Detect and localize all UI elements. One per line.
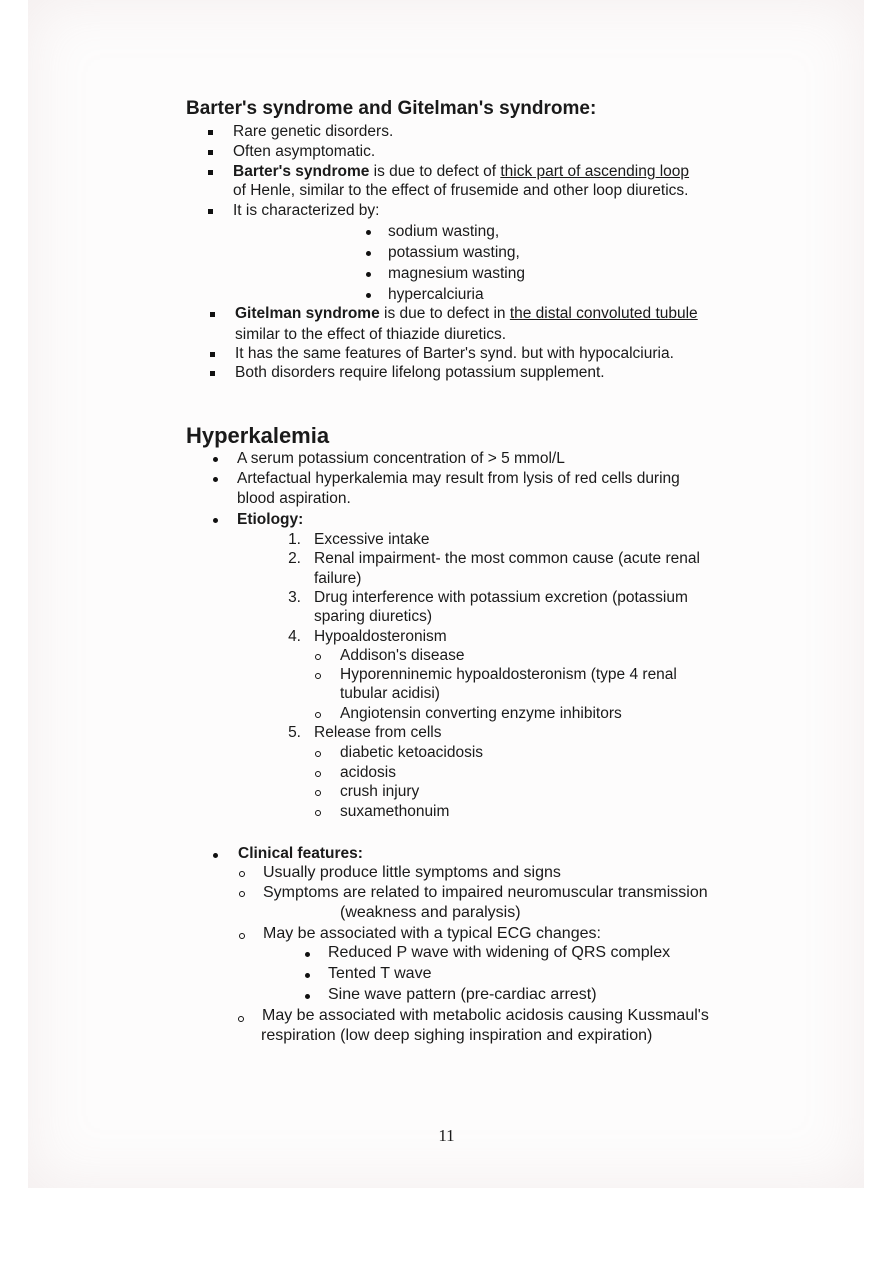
bullet-icon [305,952,310,957]
square-bullet-icon [210,352,215,357]
bullet-icon [366,293,371,298]
underlined-text: the distal convoluted tubule [509,305,698,322]
list-number: 4. [288,628,301,645]
bullet-icon [213,853,218,858]
list-number: 2. [288,550,301,567]
list-item: May be associated with a typical ECG changes: [263,925,601,942]
list-item: Excessive intake [314,531,430,548]
circle-bullet-icon [315,790,321,796]
bullet-icon [213,477,218,482]
etiology-heading [237,510,303,530]
page-number: 11 [438,1126,455,1145]
list-item: Usually produce little symptoms and signs [263,864,561,881]
list-item-continuation: blood aspiration. [237,490,351,507]
term-gitelman: Gitelman syndrome [235,305,380,322]
list-item: crush injury [340,783,420,800]
list-item: Angiotensin converting enzyme inhibitors [340,705,622,722]
list-item: Rare genetic disorders. [233,123,394,140]
bullet-icon [213,457,218,462]
bullet-icon [366,272,371,277]
list-item-continuation: tubular acidisi) [340,685,440,702]
square-bullet-icon [210,371,215,376]
list-number: 1. [288,531,301,548]
bullet-icon [366,230,371,235]
square-bullet-icon [210,312,215,317]
term-barter: Barter's syndrome [233,163,370,180]
list-item-continuation: (weakness and paralysis) [340,904,521,921]
list-item: Addison's disease [340,647,465,664]
list-item-continuation: of Henle, similar to the effect of frusemide and other loop diuretics. [233,182,689,199]
list-item: It is characterized by: [233,202,380,219]
list-item: Renal impairment- the most common cause (acute renal [314,550,700,567]
list-item-continuation: failure) [314,570,362,587]
clinical-label: Clinical features: [238,845,363,862]
list-item: May be associated with metabolic acidosis causing Kussmaul's [262,1007,709,1024]
list-item: Tented T wave [328,965,432,982]
circle-bullet-icon [315,712,321,718]
square-bullet-icon [208,130,213,135]
text: is due to defect of [369,163,501,180]
circle-bullet-icon [239,933,245,939]
list-item: suxamethonuim [340,803,450,820]
text: is due to defect in [379,305,510,322]
list-item-continuation: sparing diuretics) [314,608,433,625]
list-item: Sine wave pattern (pre-cardiac arrest) [328,986,597,1003]
bullet-icon [305,973,310,978]
list-item-continuation: similar to the effect of thiazide diuretics. [235,326,507,343]
list-item: acidosis [340,764,396,781]
circle-bullet-icon [239,891,245,897]
circle-bullet-icon [315,810,321,816]
list-item: Hyporenninemic hypoaldosteronism (type 4 renal [340,666,677,683]
list-item: Artefactual hyperkalemia may result from lysis of red cells during [237,470,680,487]
list-item-continuation: respiration (low deep sighing inspiration and expiration) [261,1027,653,1044]
bullet-icon [213,518,218,523]
list-number: 5. [288,724,301,741]
circle-bullet-icon [238,1016,244,1022]
section-title-barter: Barter's syndrome and Gitelman's syndrome: [186,98,597,119]
list-item: diabetic ketoacidosis [340,744,484,761]
list-item: sodium wasting, [388,223,500,240]
list-item: A serum potassium concentration of > 5 mmol/L [237,450,565,467]
bullet-icon [305,994,310,999]
list-item: Symptoms are related to impaired neuromuscular transmission [263,884,708,901]
bullet-icon [366,251,371,256]
list-item: Hypoaldosteronism [314,628,447,645]
list-item [233,162,689,182]
list-number: 3. [288,589,301,606]
circle-bullet-icon [315,751,321,757]
list-item: It has the same features of Barter's synd. but with hypocalciuria. [235,345,674,362]
list-item: Often asymptomatic. [233,143,376,160]
circle-bullet-icon [315,771,321,777]
list-item: potassium wasting, [388,244,520,261]
circle-bullet-icon [239,871,245,877]
list-item: Release from cells [314,724,442,741]
list-item: magnesium wasting [388,265,525,282]
etiology-label: Etiology: [237,511,304,528]
list-item: Drug interference with potassium excretion (potassium [314,589,688,606]
list-item: Both disorders require lifelong potassium supplement. [235,364,605,381]
list-item: Reduced P wave with widening of QRS complex [328,944,671,961]
circle-bullet-icon [315,673,321,679]
clinical-heading [238,844,363,864]
list-item [235,304,698,324]
section-title-hyperkalemia: Hyperkalemia [186,423,330,448]
list-item: hypercalciuria [388,286,484,303]
circle-bullet-icon [315,654,321,660]
square-bullet-icon [208,209,213,214]
square-bullet-icon [208,170,213,175]
square-bullet-icon [208,150,213,155]
underlined-text: thick part of ascending loop [500,163,690,180]
